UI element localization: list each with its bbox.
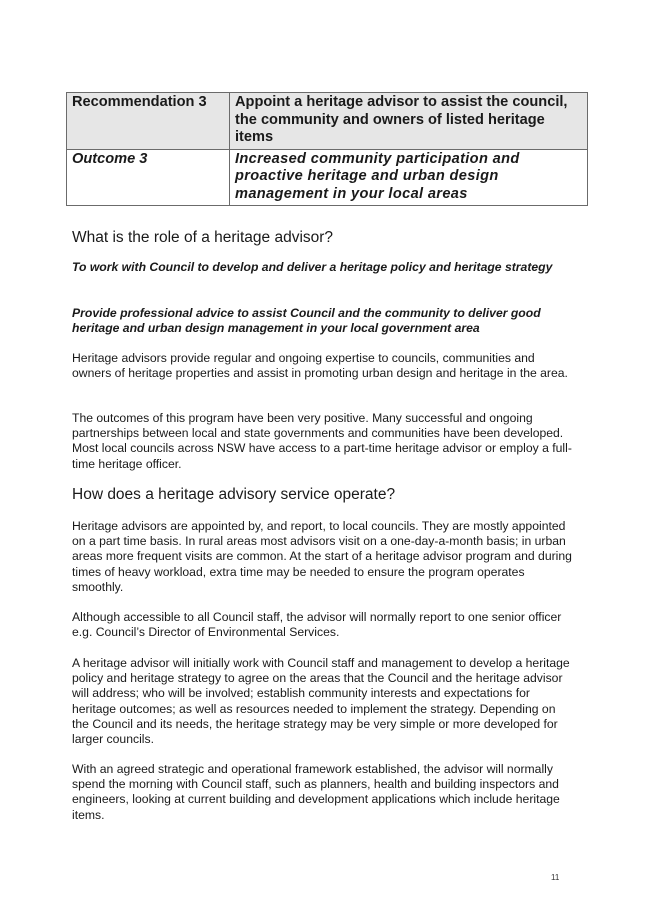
operation-paragraph-2: Although accessible to all Council staff, the advisor will normally report to one senior officer e.g. Council’s Director of Environmental Services. [72, 610, 562, 640]
page-number: 11 [551, 873, 560, 882]
recommendation-table [66, 92, 588, 206]
outcome-text: Increased community participation and proactive heritage and urban design management in your local areas [230, 149, 588, 206]
role-paragraph-2: The outcomes of this program have been very positive. Many successful and ongoing partnerships between local and state governments and communities have been developed. Most local councils across NSW have access to a part-time heritage advisor or employ a full-time heritage officer. [72, 411, 572, 471]
role-bold-statement-2: Provide professional advice to assist Council and the community to deliver good heritage and urban design management in your local government area [72, 306, 541, 336]
section-heading-role: What is the role of a heritage advisor? [72, 229, 334, 246]
operation-paragraph-1: Heritage advisors are appointed by, and report, to local councils. They are mostly appointed on a part time basis. In rural areas most advisors visit on a one-day-a-month basis; in urban areas more frequent visits are common. At the start of a heritage advisor program and during times of heavy workload, extra time may be needed to ensure the program operates smoothly. [72, 519, 572, 594]
operation-paragraph-3: A heritage advisor will initially work with Council staff and management to develop a heritage policy and heritage strategy to agree on the areas that the Council and the heritage advisor will address; who will be involved; establish community interests and expectations for heritage outcomes; as well as resources needed to implement the strategy. Depending on the Council and its needs, the heritage strategy may be very simple or more developed for larger councils. [72, 656, 570, 747]
role-paragraph-1: Heritage advisors provide regular and ongoing expertise to councils, communities and owners of heritage properties and assist in promoting urban design and heritage in the area. [72, 351, 568, 381]
operation-paragraph-4: With an agreed strategic and operational framework established, the advisor will normally spend the morning with Council staff, such as planners, health and building inspectors and engineers, looking at current building and development applications which include heritage items. [72, 762, 560, 822]
outcome-label: Outcome 3 [67, 149, 230, 206]
table-row [67, 149, 588, 206]
recommendation-text: Appoint a heritage advisor to assist the council, the community and owners of listed heritage items [230, 93, 588, 150]
recommendation-label: Recommendation 3 [67, 93, 230, 150]
table-row [67, 93, 588, 150]
section-heading-operation: How does a heritage advisory service operate? [72, 486, 396, 503]
role-bold-statement-1: To work with Council to develop and deliver a heritage policy and heritage strategy [72, 260, 553, 274]
